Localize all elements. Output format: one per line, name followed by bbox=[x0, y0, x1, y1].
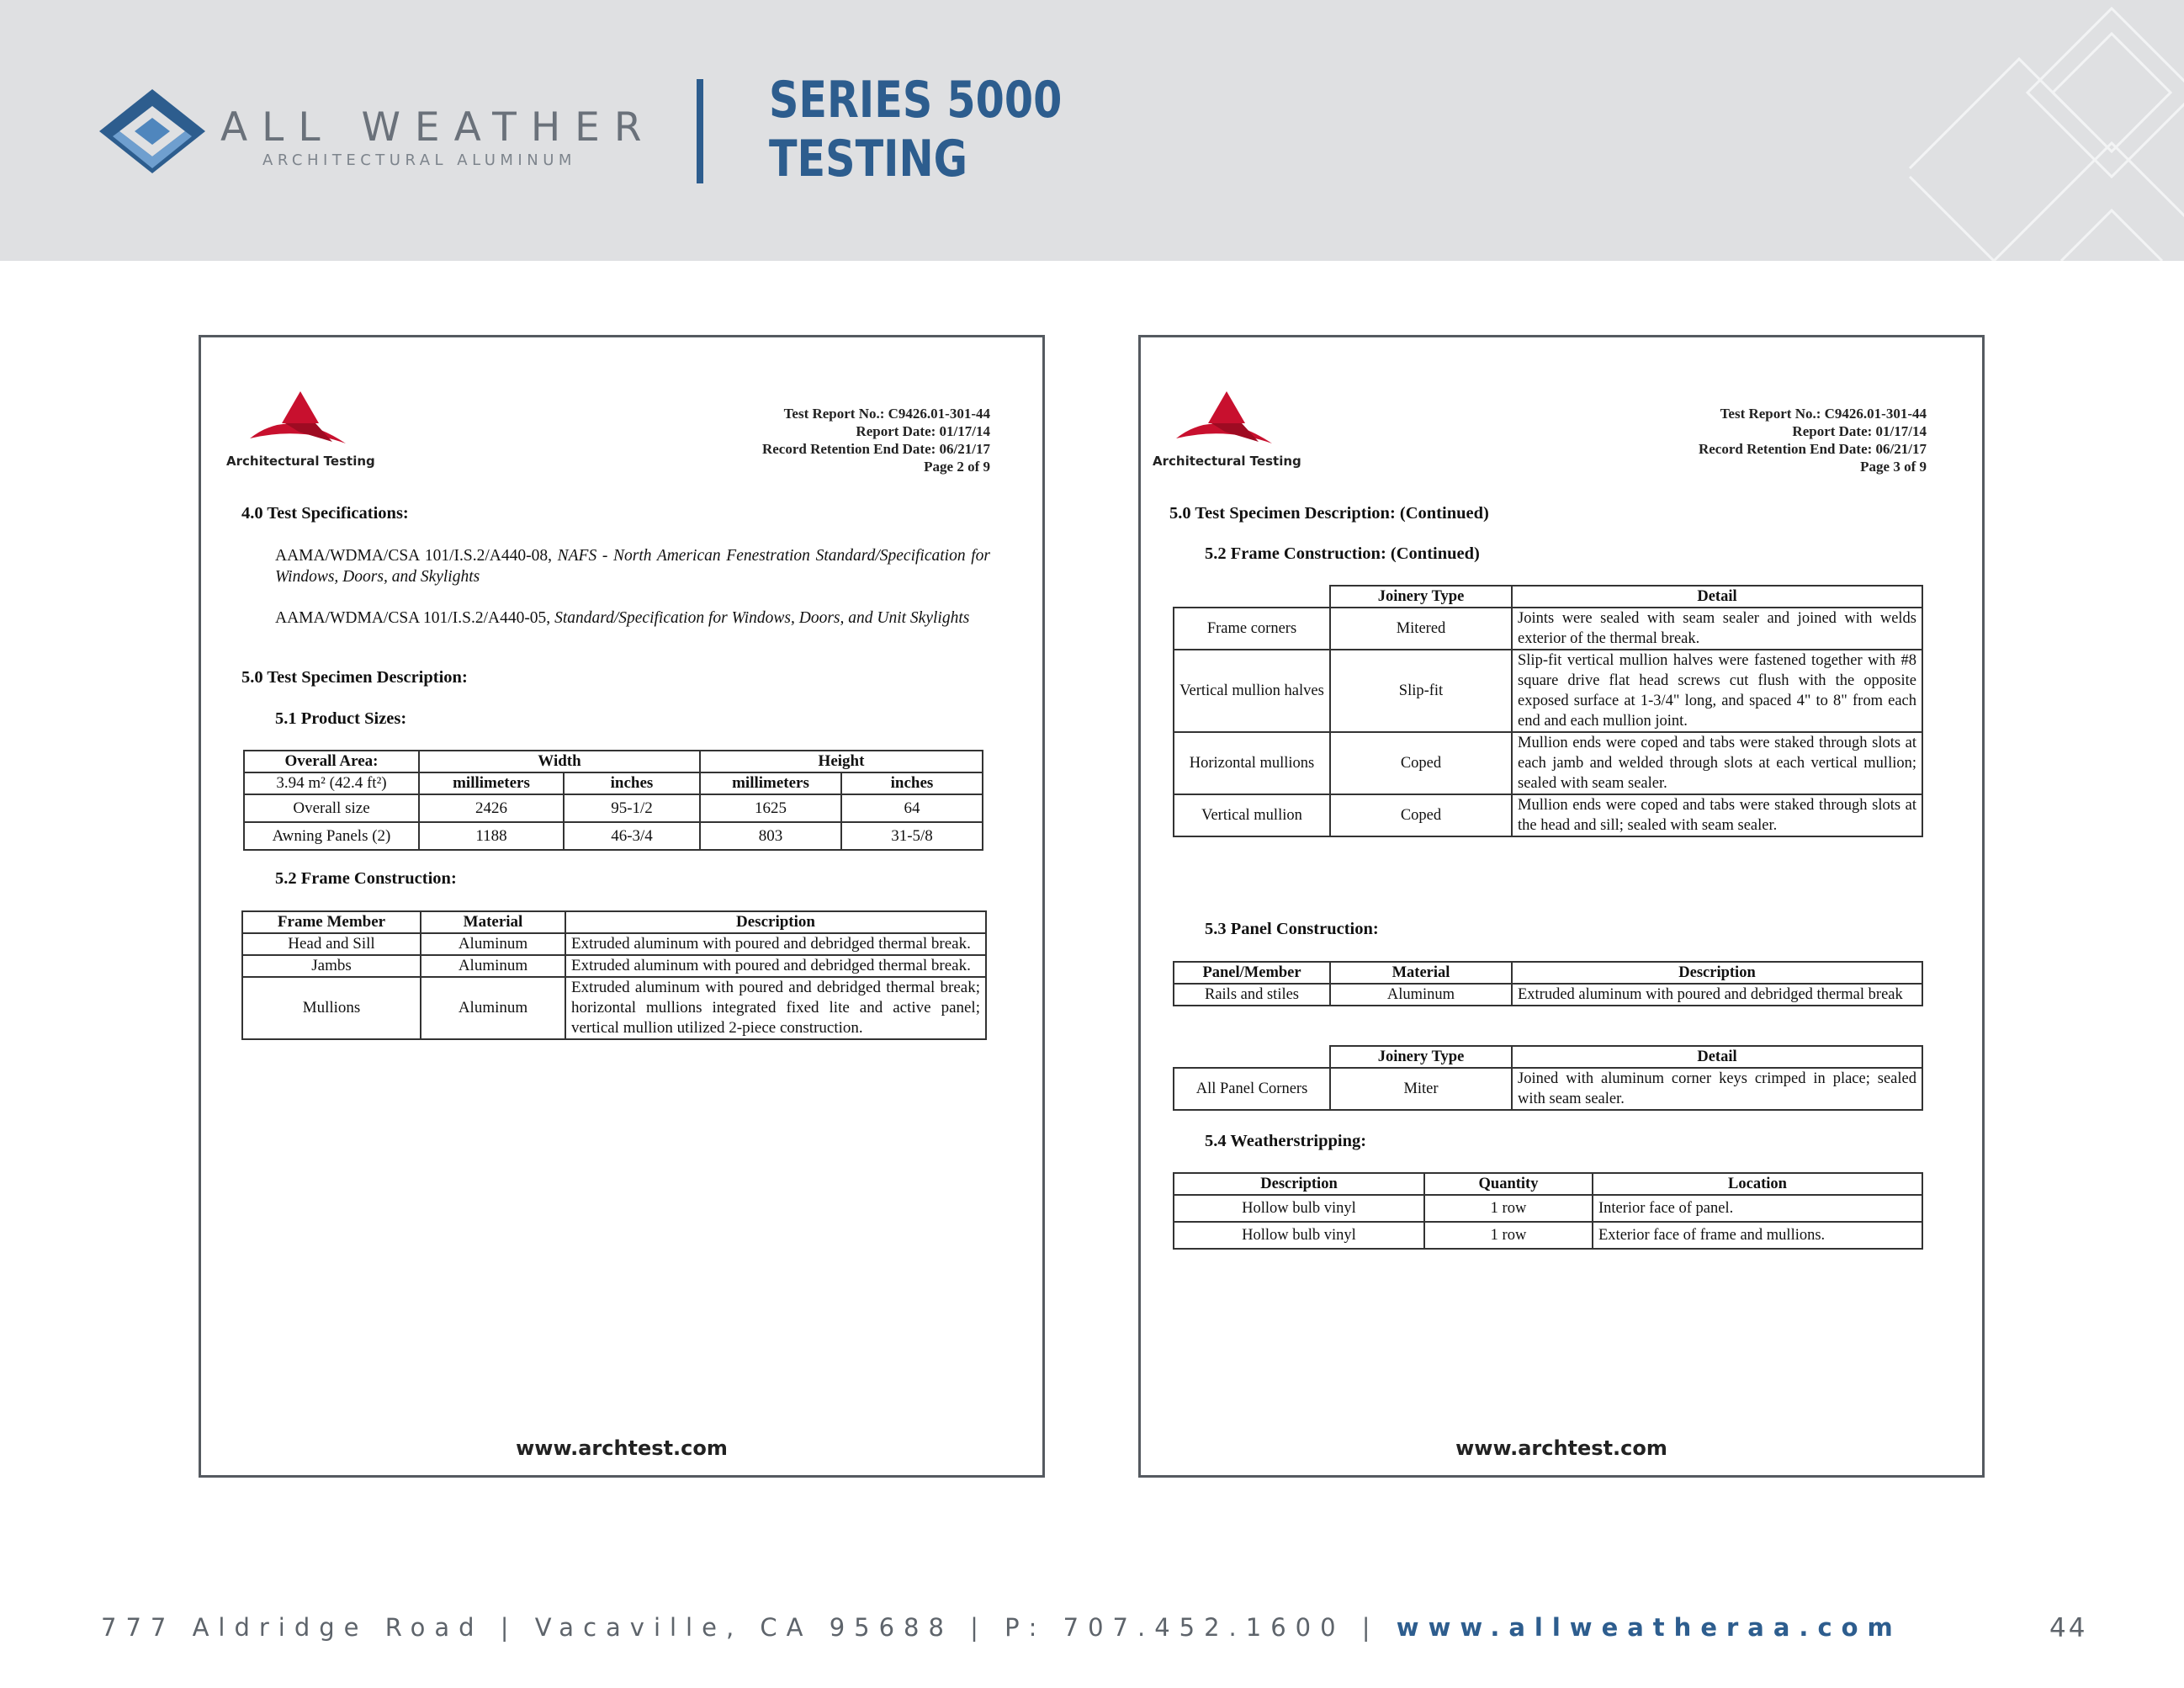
subsection-heading: 5.2 Frame Construction: bbox=[275, 869, 457, 888]
product-sizes-table bbox=[243, 750, 983, 851]
title-line-2: TESTING bbox=[769, 130, 968, 188]
table-header: Location bbox=[1593, 1173, 1922, 1195]
table-header: Height bbox=[700, 751, 983, 772]
subsection-heading: 5.1 Product Sizes: bbox=[275, 709, 407, 728]
table-cell: Jambs bbox=[242, 955, 421, 977]
page-title bbox=[769, 71, 1062, 188]
table-header: Frame Member bbox=[242, 911, 421, 933]
all-weather-logo-icon bbox=[98, 88, 207, 175]
table-cell: Horizontal mullions bbox=[1174, 732, 1330, 794]
table-cell: 64 bbox=[841, 794, 983, 822]
table-cell: Head and Sill bbox=[242, 933, 421, 955]
page-indicator: Page 3 of 9 bbox=[1860, 459, 1927, 475]
table-cell: Extruded aluminum with poured and debridged thermal break. bbox=[565, 955, 986, 977]
table-header: Panel/Member bbox=[1174, 962, 1330, 984]
table-row bbox=[1174, 794, 1922, 836]
spec-paragraph bbox=[275, 545, 990, 587]
table-cell: Miter bbox=[1330, 1068, 1512, 1110]
spec-code: AAMA/WDMA/CSA 101/I.S.2/A440-05, bbox=[275, 609, 551, 627]
table-header: Joinery Type bbox=[1330, 586, 1512, 608]
contact-footer bbox=[101, 1613, 1902, 1642]
table-header: Description bbox=[1512, 962, 1922, 984]
table-header: Detail bbox=[1512, 1046, 1922, 1068]
table-header: Joinery Type bbox=[1330, 1046, 1512, 1068]
report-footer-link[interactable]: www.archtest.com bbox=[1455, 1436, 1667, 1460]
report-page-2 bbox=[199, 335, 1045, 1478]
table-header: inches bbox=[841, 772, 983, 794]
table-cell: Coped bbox=[1330, 732, 1512, 794]
table-cell: Hollow bulb vinyl bbox=[1174, 1195, 1424, 1222]
report-footer-link[interactable]: www.archtest.com bbox=[516, 1436, 728, 1460]
table-cell: 1 row bbox=[1424, 1195, 1593, 1222]
table-cell: Joined with aluminum corner keys crimped in place; sealed with seam sealer. bbox=[1512, 1068, 1922, 1110]
table-cell: Interior face of panel. bbox=[1593, 1195, 1922, 1222]
table-header: inches bbox=[564, 772, 700, 794]
subsection-heading: 5.2 Frame Construction: (Continued) bbox=[1205, 544, 1480, 563]
section-heading: 5.0 Test Specimen Description: (Continued) bbox=[1169, 504, 1489, 523]
table-header: Overall Area: bbox=[244, 751, 419, 772]
section-heading: 4.0 Test Specifications: bbox=[241, 504, 409, 523]
panel-joinery-table bbox=[1173, 1045, 1923, 1111]
table-cell: 1 row bbox=[1424, 1222, 1593, 1249]
table-cell: 803 bbox=[700, 822, 841, 850]
table-cell: Exterior face of frame and mullions. bbox=[1593, 1222, 1922, 1249]
table-header: Description bbox=[1174, 1173, 1424, 1195]
table-row bbox=[1174, 650, 1922, 732]
table-cell: Aluminum bbox=[421, 977, 565, 1039]
lab-name: Architectural Testing bbox=[1153, 454, 1301, 469]
table-cell: 46-3/4 bbox=[564, 822, 700, 850]
subsection-heading: 5.4 Weatherstripping: bbox=[1205, 1132, 1367, 1150]
header-divider bbox=[697, 79, 703, 183]
table-cell: Extruded aluminum with poured and debridged thermal break; horizontal mullions integrated fixed lite and active panel; vertical mullion utilized 2-piece construction. bbox=[565, 977, 986, 1039]
table-header: Width bbox=[419, 751, 700, 772]
brand-subtitle: ARCHITECTURAL ALUMINUM bbox=[262, 151, 576, 169]
table-cell: Aluminum bbox=[421, 933, 565, 955]
diamond-pattern-icon bbox=[1893, 0, 2184, 261]
weatherstripping-table bbox=[1173, 1172, 1923, 1250]
title-line-1: SERIES 5000 bbox=[769, 71, 1063, 130]
table-row bbox=[1174, 1195, 1922, 1222]
joinery-table bbox=[1173, 585, 1923, 837]
table-row bbox=[1174, 1068, 1922, 1110]
table-cell: Extruded aluminum with poured and debridged thermal break bbox=[1512, 984, 1922, 1006]
report-date: Report Date: 01/17/14 bbox=[856, 423, 990, 439]
table-cell: Aluminum bbox=[421, 955, 565, 977]
table-cell: Frame corners bbox=[1174, 608, 1330, 650]
section-heading: 5.0 Test Specimen Description: bbox=[241, 668, 468, 687]
table-cell: Overall size bbox=[244, 794, 419, 822]
table-cell: Joints were sealed with seam sealer and joined with welds exterior of the thermal break. bbox=[1512, 608, 1922, 650]
table-cell: Mullion ends were coped and tabs were staked through slots at the head and sill; sealed with seam sealer. bbox=[1512, 794, 1922, 836]
architectural-testing-logo bbox=[1153, 390, 1321, 472]
table-row bbox=[1174, 732, 1922, 794]
brand-name: ALL WEATHER bbox=[220, 104, 656, 151]
table-row bbox=[1174, 1222, 1922, 1249]
retention-date: Record Retention End Date: 06/21/17 bbox=[761, 441, 990, 457]
page-indicator: Page 2 of 9 bbox=[924, 459, 990, 475]
architectural-testing-logo-icon bbox=[1174, 390, 1274, 449]
table-row bbox=[244, 794, 983, 822]
report-meta bbox=[762, 405, 990, 475]
architectural-testing-logo bbox=[226, 390, 395, 472]
spec-code: AAMA/WDMA/CSA 101/I.S.2/A440-08, bbox=[275, 547, 552, 565]
header-band bbox=[0, 0, 2184, 261]
lab-name: Architectural Testing bbox=[226, 454, 375, 469]
table-cell: Vertical mullion halves bbox=[1174, 650, 1330, 732]
table-row bbox=[244, 822, 983, 850]
table-header: millimeters bbox=[419, 772, 564, 794]
table-cell: 31-5/8 bbox=[841, 822, 983, 850]
table-header: Detail bbox=[1512, 586, 1922, 608]
report-number: Test Report No.: C9426.01-301-44 bbox=[783, 406, 990, 422]
website-link[interactable]: www.allweatheraa.com bbox=[1396, 1613, 1902, 1642]
table-cell: Awning Panels (2) bbox=[244, 822, 419, 850]
table-row bbox=[242, 933, 986, 955]
table-header: Description bbox=[565, 911, 986, 933]
report-page-3 bbox=[1138, 335, 1985, 1478]
table-cell: Slip-fit bbox=[1330, 650, 1512, 732]
table-cell: Hollow bulb vinyl bbox=[1174, 1222, 1424, 1249]
table-cell: Mullions bbox=[242, 977, 421, 1039]
table-cell: Aluminum bbox=[1330, 984, 1512, 1006]
table-row bbox=[242, 977, 986, 1039]
spec-paragraph bbox=[275, 608, 990, 629]
table-cell: 1188 bbox=[419, 822, 564, 850]
subsection-heading: 5.3 Panel Construction: bbox=[1205, 920, 1379, 938]
table-cell: Mitered bbox=[1330, 608, 1512, 650]
retention-date: Record Retention End Date: 06/21/17 bbox=[1698, 441, 1927, 457]
table-header: Material bbox=[421, 911, 565, 933]
frame-construction-table bbox=[241, 910, 987, 1040]
spec-title: Standard/Specification for Windows, Doors, and Unit Skylights bbox=[554, 609, 970, 627]
table-cell: 3.94 m² (42.4 ft²) bbox=[244, 772, 419, 794]
table-cell: All Panel Corners bbox=[1174, 1068, 1330, 1110]
report-number: Test Report No.: C9426.01-301-44 bbox=[1720, 406, 1927, 422]
panel-construction-table bbox=[1173, 961, 1923, 1006]
table-cell: Slip-fit vertical mullion halves were fastened together with #8 square drive flat head screws cut flush with the opposite exposed surface at 1-3/4" long, and spaced 4" to 8" from each end and each mullion joint. bbox=[1512, 650, 1922, 732]
spec-title: NAFS - North American Fenestration Standard/Specification for Windows, Doors, and Skylights bbox=[275, 547, 990, 586]
table-cell: Mullion ends were coped and tabs were staked through slots at each jamb and welded through slots at each vertical mullion; sealed with seam sealer. bbox=[1512, 732, 1922, 794]
table-cell: 95-1/2 bbox=[564, 794, 700, 822]
page-number: 44 bbox=[2049, 1613, 2088, 1643]
table-header: Material bbox=[1330, 962, 1512, 984]
table-header: Quantity bbox=[1424, 1173, 1593, 1195]
report-date: Report Date: 01/17/14 bbox=[1792, 423, 1927, 439]
architectural-testing-logo-icon bbox=[248, 390, 347, 449]
report-meta bbox=[1699, 405, 1927, 475]
table-cell: Rails and stiles bbox=[1174, 984, 1330, 1006]
table-row bbox=[1174, 608, 1922, 650]
table-cell: Extruded aluminum with poured and debridged thermal break. bbox=[565, 933, 986, 955]
table-cell: 1625 bbox=[700, 794, 841, 822]
table-cell: Coped bbox=[1330, 794, 1512, 836]
address-text: 777 Aldridge Road | Vacaville, CA 95688 | P: 707.452.1600 | bbox=[101, 1613, 1397, 1642]
table-row bbox=[1174, 984, 1922, 1006]
table-cell: 2426 bbox=[419, 794, 564, 822]
table-header: millimeters bbox=[700, 772, 841, 794]
table-row bbox=[242, 955, 986, 977]
table-cell: Vertical mullion bbox=[1174, 794, 1330, 836]
